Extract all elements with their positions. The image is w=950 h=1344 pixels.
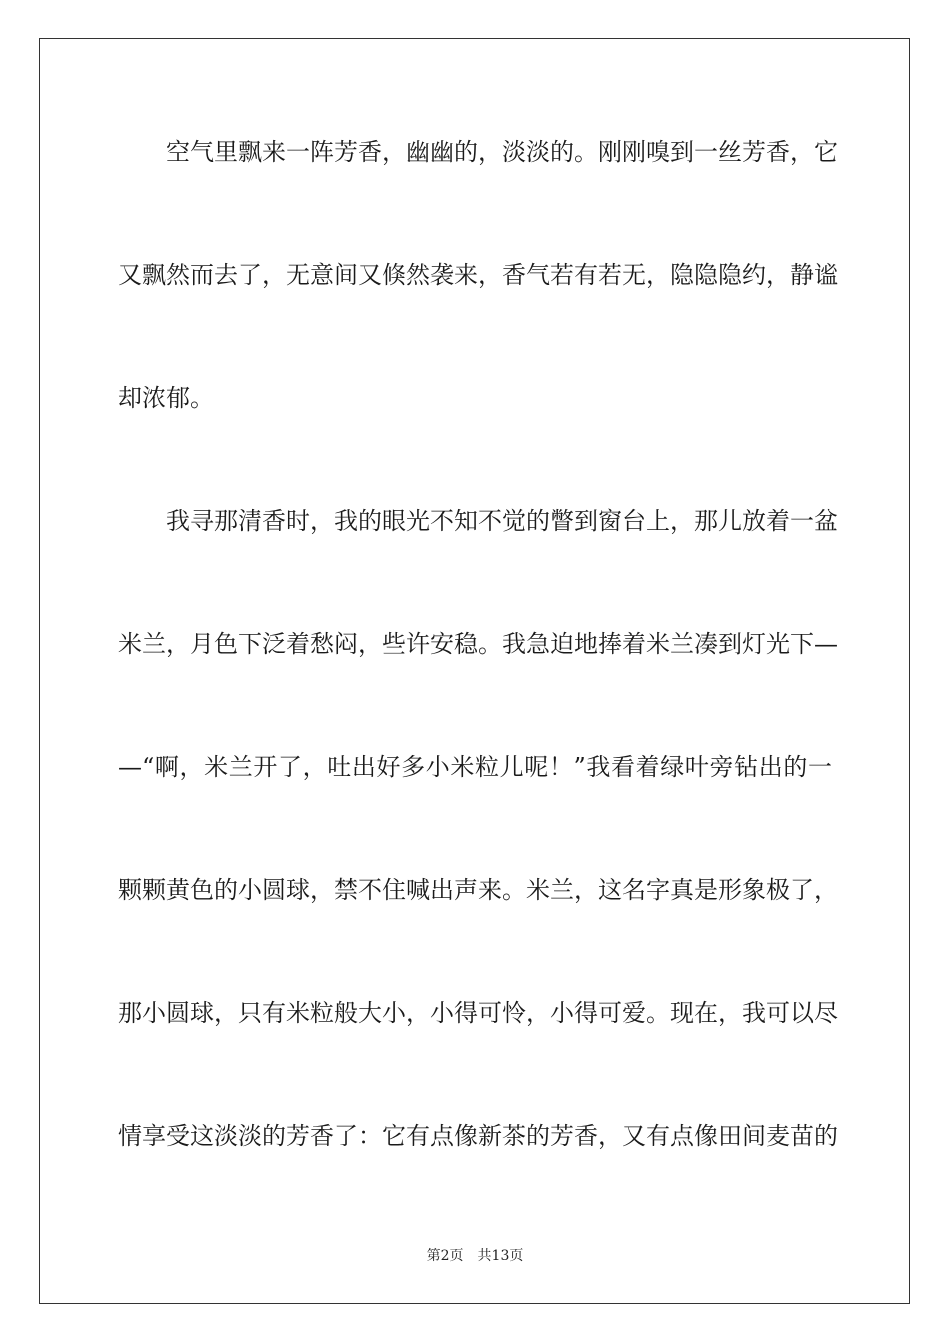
page-number-current: 第2页 [426, 1248, 464, 1264]
paragraph-1-line-2: 又飘然而去了，无意间又倏然袭来，香气若有若无，隐隐隐约，静谧 [118, 261, 838, 289]
paragraph-1-line-3: 却浓郁。 [118, 384, 214, 412]
paragraph-2-line-2: 米兰，月色下泛着愁闷，些许安稳。我急迫地捧着米兰凑到灯光下— [118, 630, 838, 658]
page-footer [0, 1246, 950, 1266]
paragraph-1-line-1: 空气里飘来一阵芳香，幽幽的，淡淡的。刚刚嗅到一丝芳香，它 [166, 138, 838, 166]
paragraph-2-line-6: 情享受这淡淡的芳香了：它有点像新茶的芳香，又有点像田间麦苗的 [118, 1122, 838, 1150]
page-number-total: 共13页 [477, 1248, 524, 1264]
paragraph-2-line-3: —“啊，米兰开了，吐出好多小米粒儿呢！”我看着绿叶旁钻出的一 [118, 753, 832, 781]
paragraph-2-line-5: 那小圆球，只有米粒般大小，小得可怜，小得可爱。现在，我可以尽 [118, 999, 838, 1027]
paragraph-2-line-4: 颗颗黄色的小圆球，禁不住喊出声来。米兰，这名字真是形象极了， [118, 876, 838, 904]
page-border [39, 38, 910, 1304]
paragraph-2-line-1: 我寻那清香时，我的眼光不知不觉的瞥到窗台上，那儿放着一盆 [166, 507, 838, 535]
